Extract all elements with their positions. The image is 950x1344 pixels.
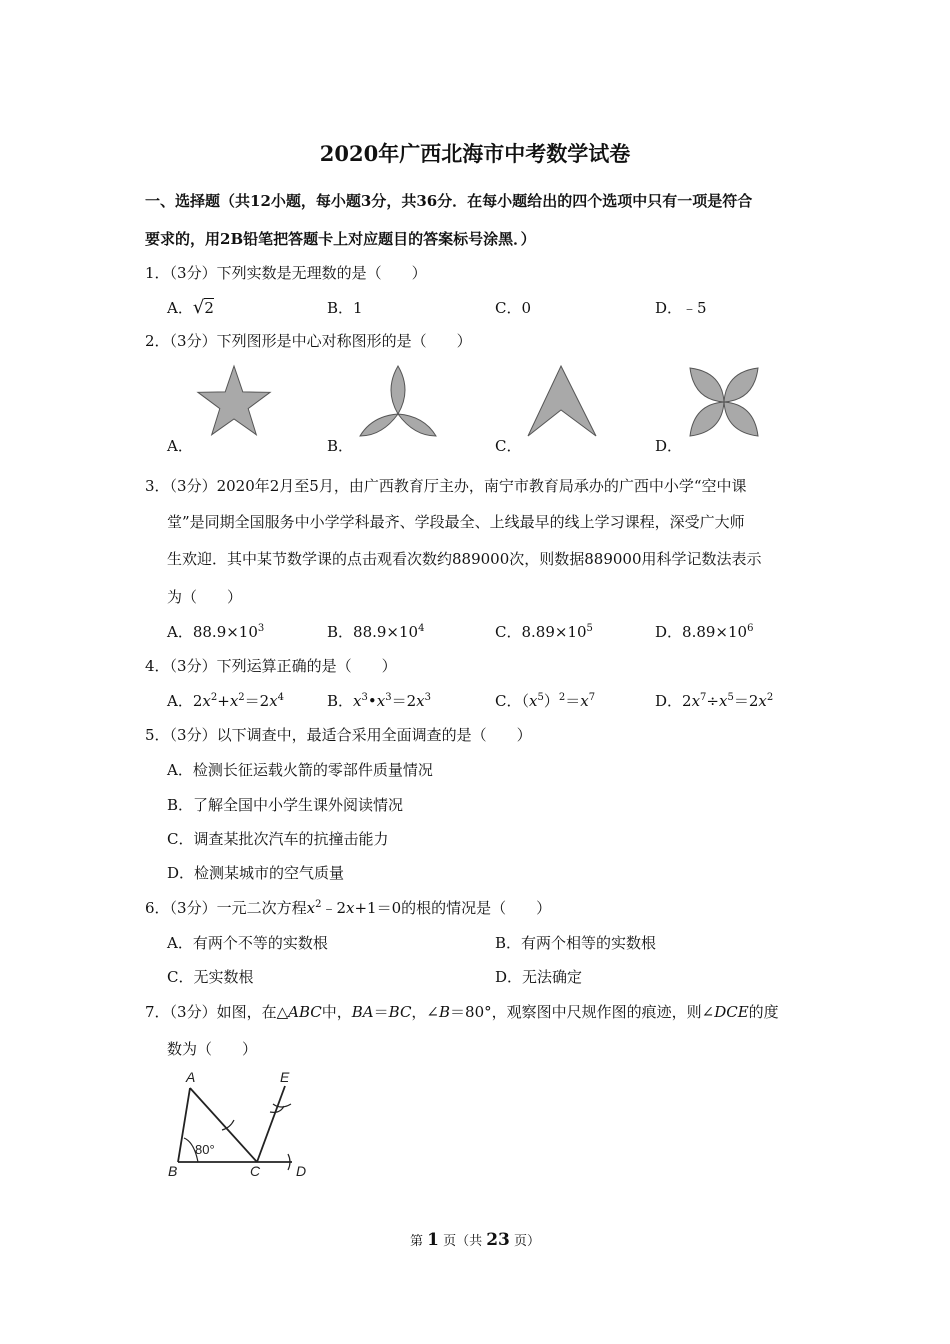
q3-line3: 生欢迎．其中某节数学课的点击观看次数约889000次，则数据889000用科学记数法表示 [167,550,762,568]
q1-option-d: D．﹣5 [655,299,707,317]
q2-option-c: C． [495,437,522,455]
page-footer: 第 1 页（共 23 页） [409,1230,541,1250]
q1-radicand: 2 [204,299,214,317]
q6-option-a: A．有两个不等的实数根 [167,934,328,952]
q1-option-a: A．√2 [167,297,214,318]
q1-stem: 1．（3分）下列实数是无理数的是（ ） [145,264,427,282]
q2-option-d: D． [655,437,683,455]
q5-option-d: D．检测某城市的空气质量 [167,864,345,882]
q4-option-a: A．$2x^2+x^2=2x^4$ [167,692,285,710]
q3-option-a: A．$88.9\times 10^3$ [167,623,265,641]
q6-option-d: D．无法确定 [495,968,583,986]
q4-stem: 4．（3分）下列运算正确的是（ ） [145,657,397,675]
arrowhead-figure [526,364,600,440]
q7-line2: 数为（ ） [167,1040,258,1058]
q3-option-d: D．$8.89\times 10^6$ [655,623,754,641]
q7-line1: 7．（3分）如图，在△ABC中，BA＝BC，∠B＝80°，观察图中尺规作图的痕迹，则∠DCE的度 [145,1003,779,1021]
label-b: B [168,1163,178,1179]
label-a: A [186,1069,196,1085]
q5-stem: 5．（3分）以下调查中，最适合采用全面调查的是（ ） [145,726,532,744]
q5-option-c: C．调查某批次汽车的抗撞击能力 [167,830,389,848]
q2-option-b: B． [327,437,354,455]
label-d: D [296,1163,307,1179]
q3-line4: 为（ ） [167,588,243,606]
label-e: E [280,1069,290,1085]
arc-mark-ce-1 [273,1104,291,1107]
angle-label: 80° [195,1142,215,1157]
q6-option-c: C．无实数根 [167,968,254,986]
q4-option-d: D．$2x^7\div x^5=2x^2$ [655,692,774,710]
q6-option-b: B．有两个相等的实数根 [495,934,657,952]
q3-option-b: B．$88.9\times 10^4$ [327,623,425,641]
q3-option-c: C．$8.89\times 10^5$ [495,623,593,641]
q3-line1: 3．（3分）2020年2月至5月，由广西教育厅主办，南宁市教育局承办的广西中小学“空中课 [145,477,747,495]
q2-option-a: A． [167,437,193,455]
q4-option-c: C．$(x^5)^2=x^7$ [495,692,596,710]
ray-ce [257,1086,285,1162]
q4-option-b: B．$x^3•x^3=2x^3$ [327,692,431,710]
sqrt-symbol: √ [192,297,205,318]
q5-option-b: B．了解全国中小学生课外阅读情况 [167,796,404,814]
segment-ab [178,1088,190,1162]
q1-option-c: C．0 [495,299,532,317]
four-petal-figure [686,364,762,440]
star-figure [196,364,276,440]
page-title: 2020年广西北海市中考数学试卷 [319,141,631,166]
q5-option-a: A．检测长征运载火箭的零部件质量情况 [167,761,433,779]
three-petal-figure [358,364,438,440]
triangle-construction-figure [162,1068,322,1180]
current-page: 1 [427,1230,439,1250]
q1-option-b: B．1 [327,299,363,317]
label-c: C [250,1163,261,1179]
q6-stem: 6．（3分）一元二次方程$x^2﹣2x+1=0$的根的情况是（ ） [145,899,552,917]
section-heading-line2: 要求的，用2B铅笔把答题卡上对应题目的答案标号涂黑．） [145,230,536,248]
q3-line2: 堂”是同期全国服务中小学学科最齐、学段最全、上线最早的线上学习课程，深受广大师 [167,513,745,531]
q2-stem: 2．（3分）下列图形是中心对称图形的是（ ） [145,332,472,350]
total-pages: 23 [486,1230,510,1250]
section-heading-line1: 一、选择题（共12小题，每小题3分，共36分．在每小题给出的四个选项中只有一项是符合 [145,192,753,210]
